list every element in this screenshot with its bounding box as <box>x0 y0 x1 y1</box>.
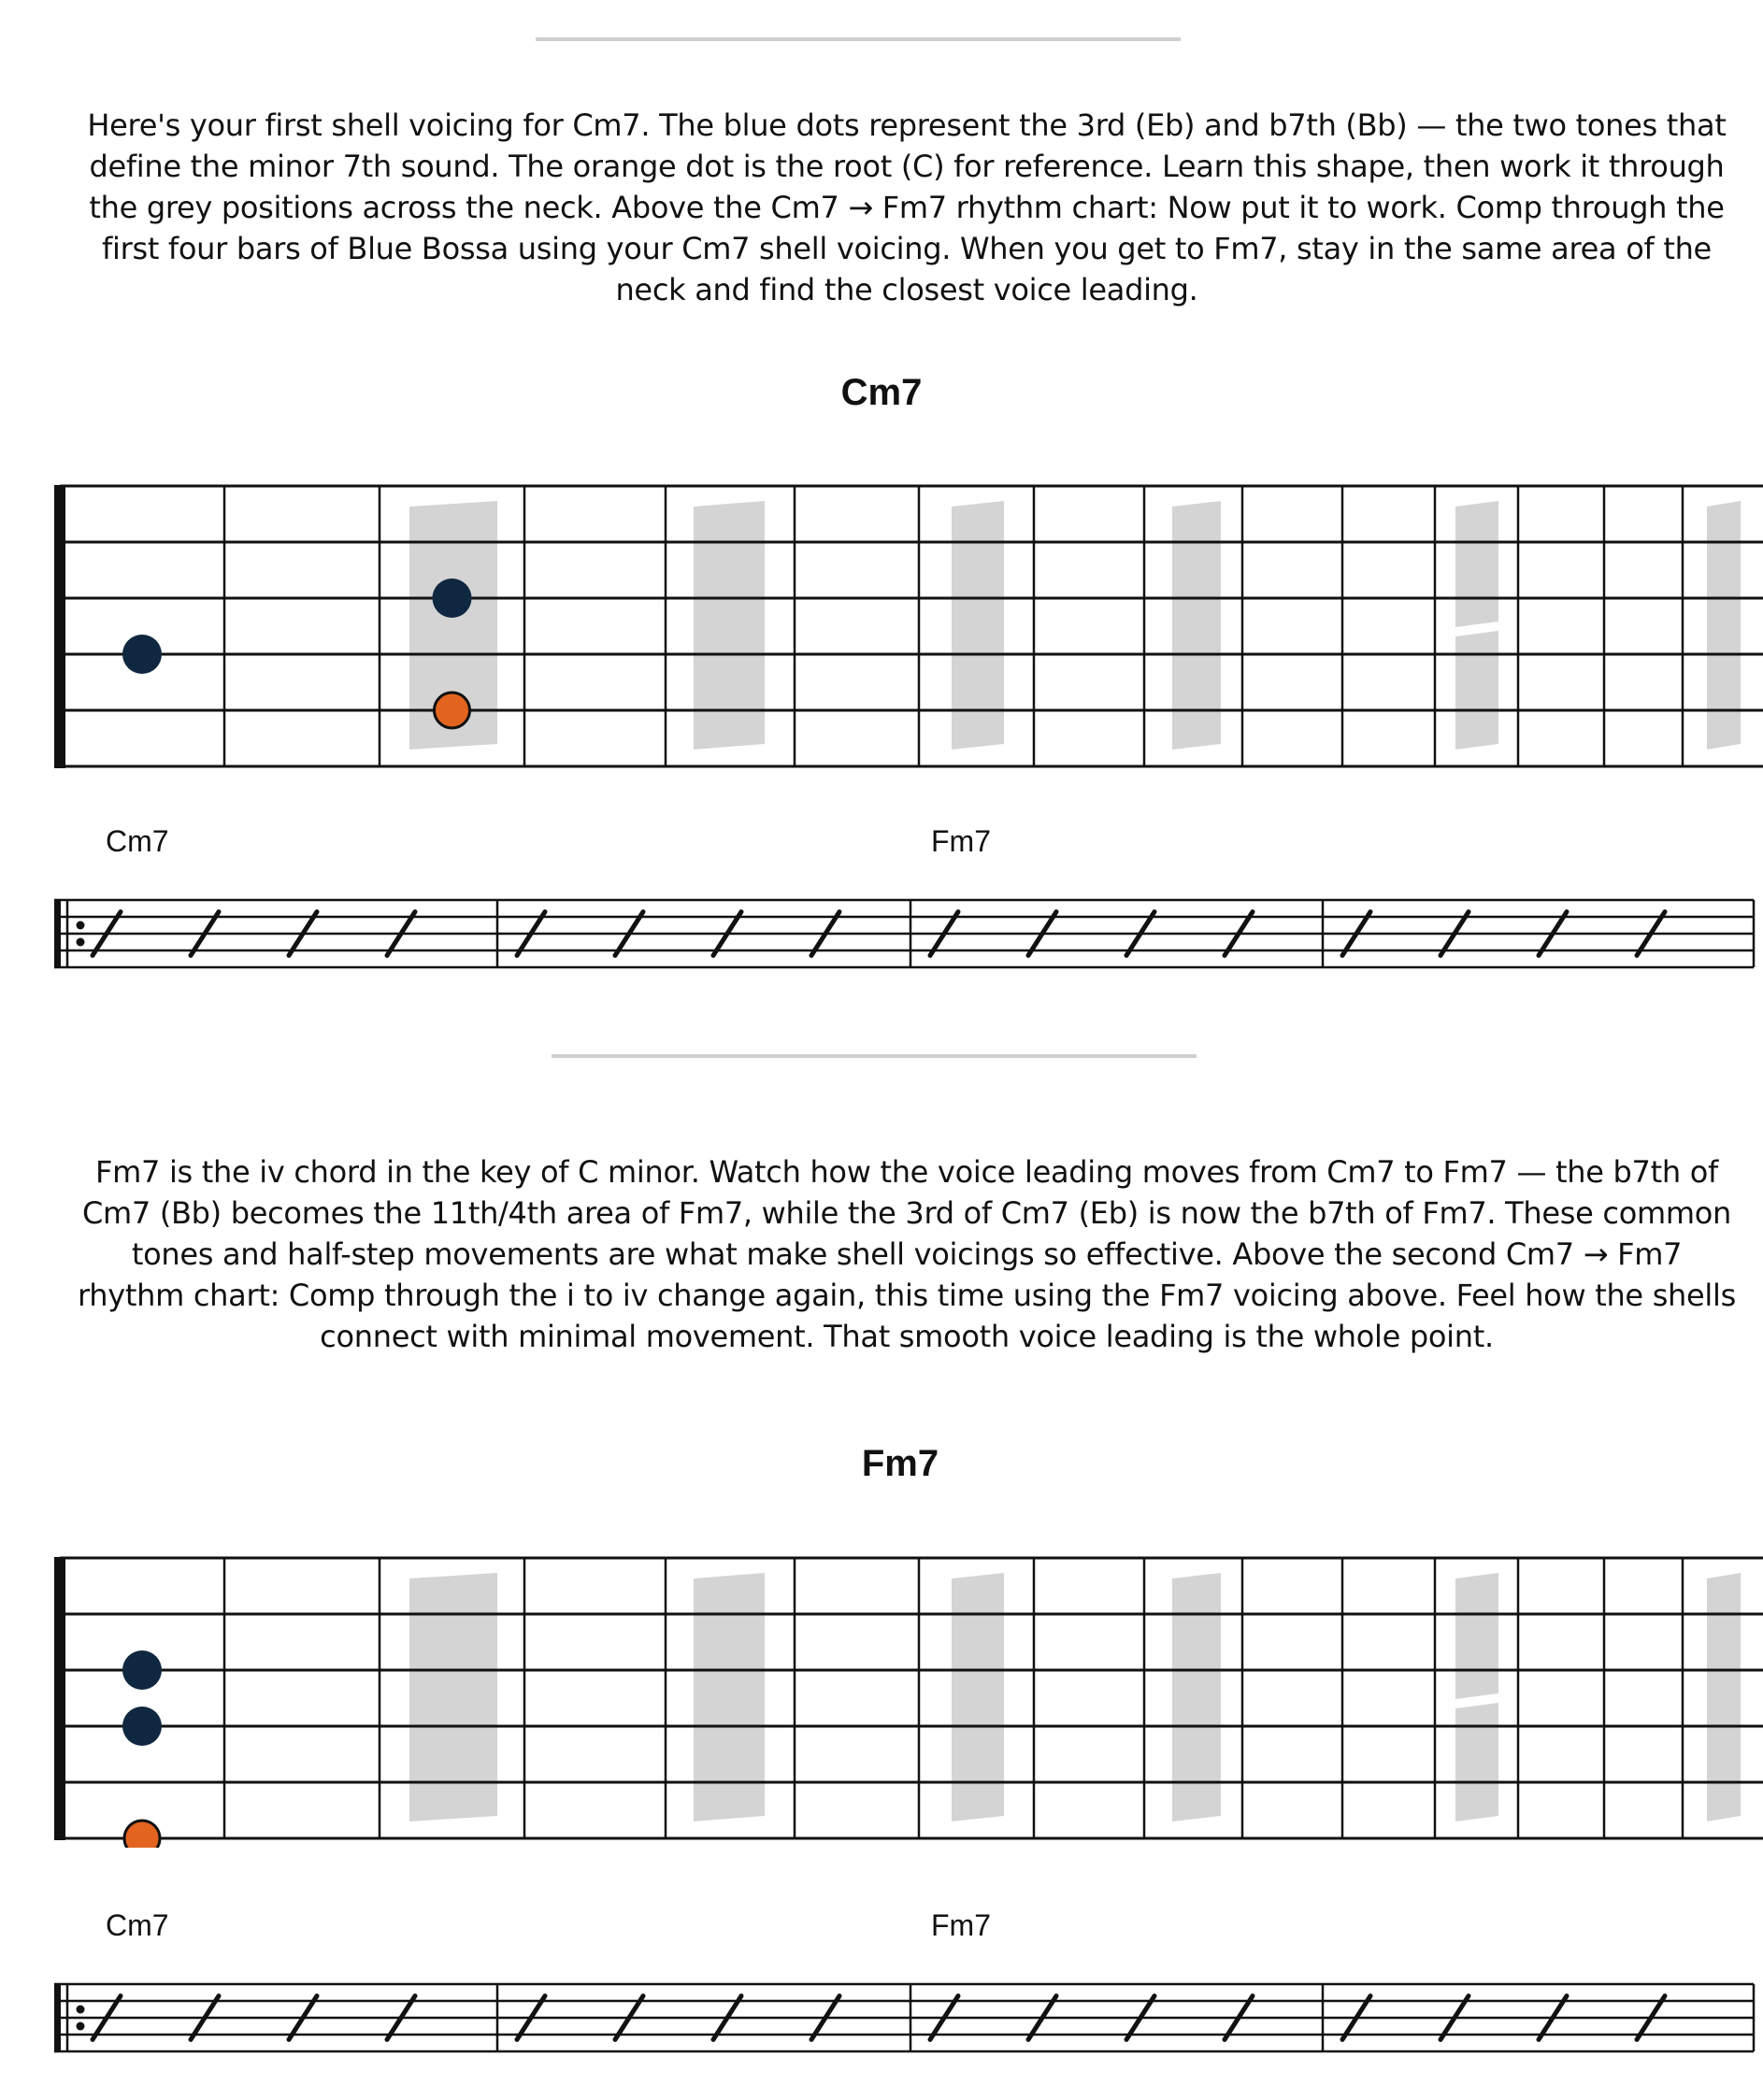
fretboard-diagram <box>0 1549 1763 1848</box>
grey-position-marker <box>952 501 1004 750</box>
grey-position-marker <box>1172 501 1221 750</box>
root-note-dot <box>124 1821 160 1848</box>
grey-position-marker <box>1455 501 1498 627</box>
grey-position-marker <box>694 1573 765 1821</box>
section-divider <box>552 1054 1197 1058</box>
third-note-dot <box>122 1707 162 1746</box>
rhythm-chart <box>0 827 1763 977</box>
seventh-note-dot <box>433 579 472 618</box>
lesson-paragraph: Fm7 is the iv chord in the key of C minor. Watch how the voice leading moves from Cm7 to Fm7 — the b7th of Cm7 (Bb) becomes the 11th/4th area of Fm7, while the 3rd of Cm7 (Eb) is now the b7th of Fm7. These common tones and half-step movements are what make shell voicings so effective. Above the second Cm7 → Fm7 rhythm chart: Comp through the i to iv change again, this time using the Fm7 voicing above. Feel how the shells connect with minimal movement. That smooth voice leading is the whole point. <box>78 1154 1736 1354</box>
repeat-dot <box>77 2022 85 2031</box>
repeat-dot <box>77 921 85 930</box>
root-note-dot <box>435 693 470 728</box>
repeat-thick-barline <box>54 1984 61 2051</box>
section-divider <box>536 37 1181 41</box>
grey-position-marker <box>1707 1573 1741 1821</box>
chord-title: Fm7 <box>861 1443 939 1484</box>
third-note-dot <box>122 635 162 674</box>
chord-symbol-label: Fm7 <box>931 1911 991 1942</box>
grey-position-marker <box>1455 631 1498 750</box>
seventh-note-dot <box>122 1650 162 1690</box>
repeat-dot <box>77 2006 85 2014</box>
grey-position-marker <box>1455 1703 1498 1821</box>
nut <box>54 485 65 768</box>
grey-position-marker <box>409 1573 497 1821</box>
grey-position-marker <box>1172 1573 1221 1821</box>
chord-symbol-label: Cm7 <box>106 827 169 858</box>
fretboard-diagram <box>0 477 1763 776</box>
repeat-dot <box>77 938 85 947</box>
nut <box>54 1557 65 1840</box>
chord-symbol-label: Fm7 <box>931 827 991 858</box>
rhythm-chart <box>0 1911 1763 2061</box>
grey-position-marker <box>694 501 765 750</box>
chord-title: Cm7 <box>840 372 923 413</box>
lesson-paragraph: Here's your first shell voicing for Cm7. The blue dots represent the 3rd (Eb) and b7th (Bb) — the two tones that define the minor 7th sound. The orange dot is the root (C) for reference. Learn this shape, then work it through the grey positions across the neck. Above the Cm7 → Fm7 rhythm chart: Now put it to work. Comp through the first four bars of Blue Bossa using your Cm7 shell voicing. When you get to Fm7, stay in the same area of the neck and find the closest voice leading. <box>87 107 1727 307</box>
grey-position-marker <box>1455 1573 1498 1699</box>
grey-position-marker <box>1707 501 1741 750</box>
chord-symbol-label: Cm7 <box>106 1911 169 1942</box>
grey-position-marker <box>952 1573 1004 1821</box>
repeat-thick-barline <box>54 900 61 967</box>
